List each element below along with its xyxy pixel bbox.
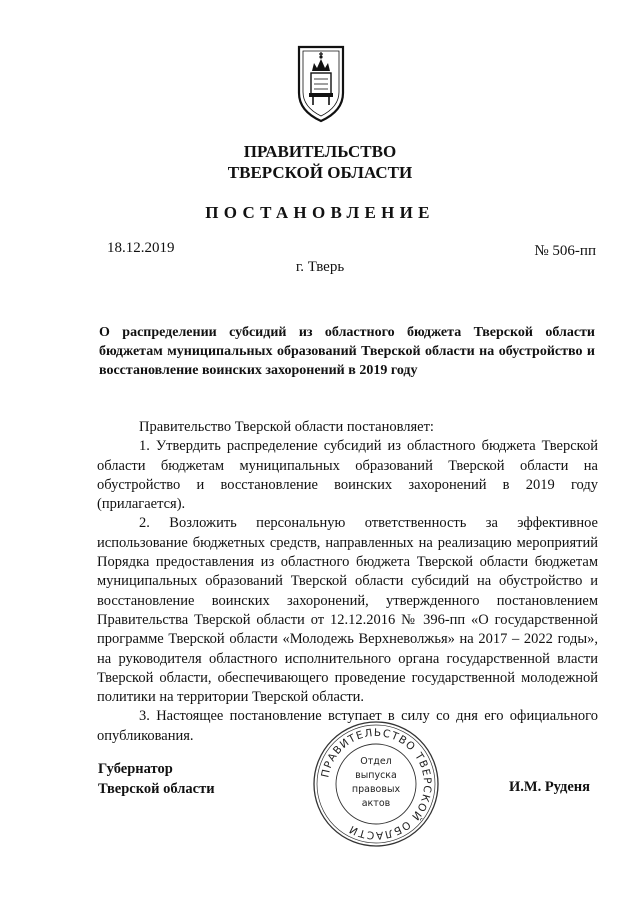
stamp-center-line1: Отдел [360,756,392,767]
body-paragraph-2: 2. Возложить персональную ответственность за эффективное использование бюджетных средств, направленных на реализацию мероприятий Порядка предоставления из областного бюджета Тверской области бюджетам муниципальных образований Тверской области субсидий на обустройство и восстановление воинских захоронений, утвержденного постановлением Правительства Тверской области от 12.12.2016 № 396-пп «О государственной программе Тверской области «Молодежь Верхневолжья» на 2017 – 2022 годы», на руководителя областного исполнительного органа государственной власти Тверской области, обеспечивающего проведение государственной молодежной политики на территории Тверской области. [97,515,598,706]
stamp-center-line4: актов [361,798,391,809]
signatory-position-line1: Губернатор [98,761,173,777]
document-date: 18.12.2019 [107,240,175,256]
stamp-center-line3: правовых [351,784,401,795]
body-intro: Правительство Тверской области постановляет: [139,419,434,435]
signatory-position [98,759,215,799]
document-type: ПОСТАНОВЛЕНИЕ [205,203,435,222]
signatory-name: И.М. Руденя [508,779,590,795]
org-name-line2: ТВЕРСКОЙ ОБЛАСТИ [227,163,413,182]
document-title: О распределении субсидий из областного бюджета Тверской области бюджетам муниципальных образований Тверской области на обустройство и восстановление воинских захоронений в 2019 году [99,325,595,378]
org-name-line1: ПРАВИТЕЛЬСТВО [243,142,397,161]
body-paragraph-1: 1. Утвердить распределение субсидий из областного бюджета Тверской области бюджетам муниципальных образований Тверской области на обустройство и восстановление воинских захоронений в 2019 году (прилагается). [97,438,598,513]
signatory-position-line2: Тверской области [98,781,215,797]
document-city: г. Тверь [295,259,345,275]
coat-of-arms-icon [296,45,346,123]
body-paragraph-3: 3. Настоящее постановление вступает в силу со дня его официального опубликования. [97,708,598,744]
stamp-center-line2: выпуска [355,770,397,781]
document-body [97,418,598,746]
document-number: № 506-пп [534,243,596,259]
stamp-seal [312,720,440,848]
stamp-ring-text: ПРАВИТЕЛЬСТВО ТВЕРСКОЙ ОБЛАСТИ [319,726,434,842]
